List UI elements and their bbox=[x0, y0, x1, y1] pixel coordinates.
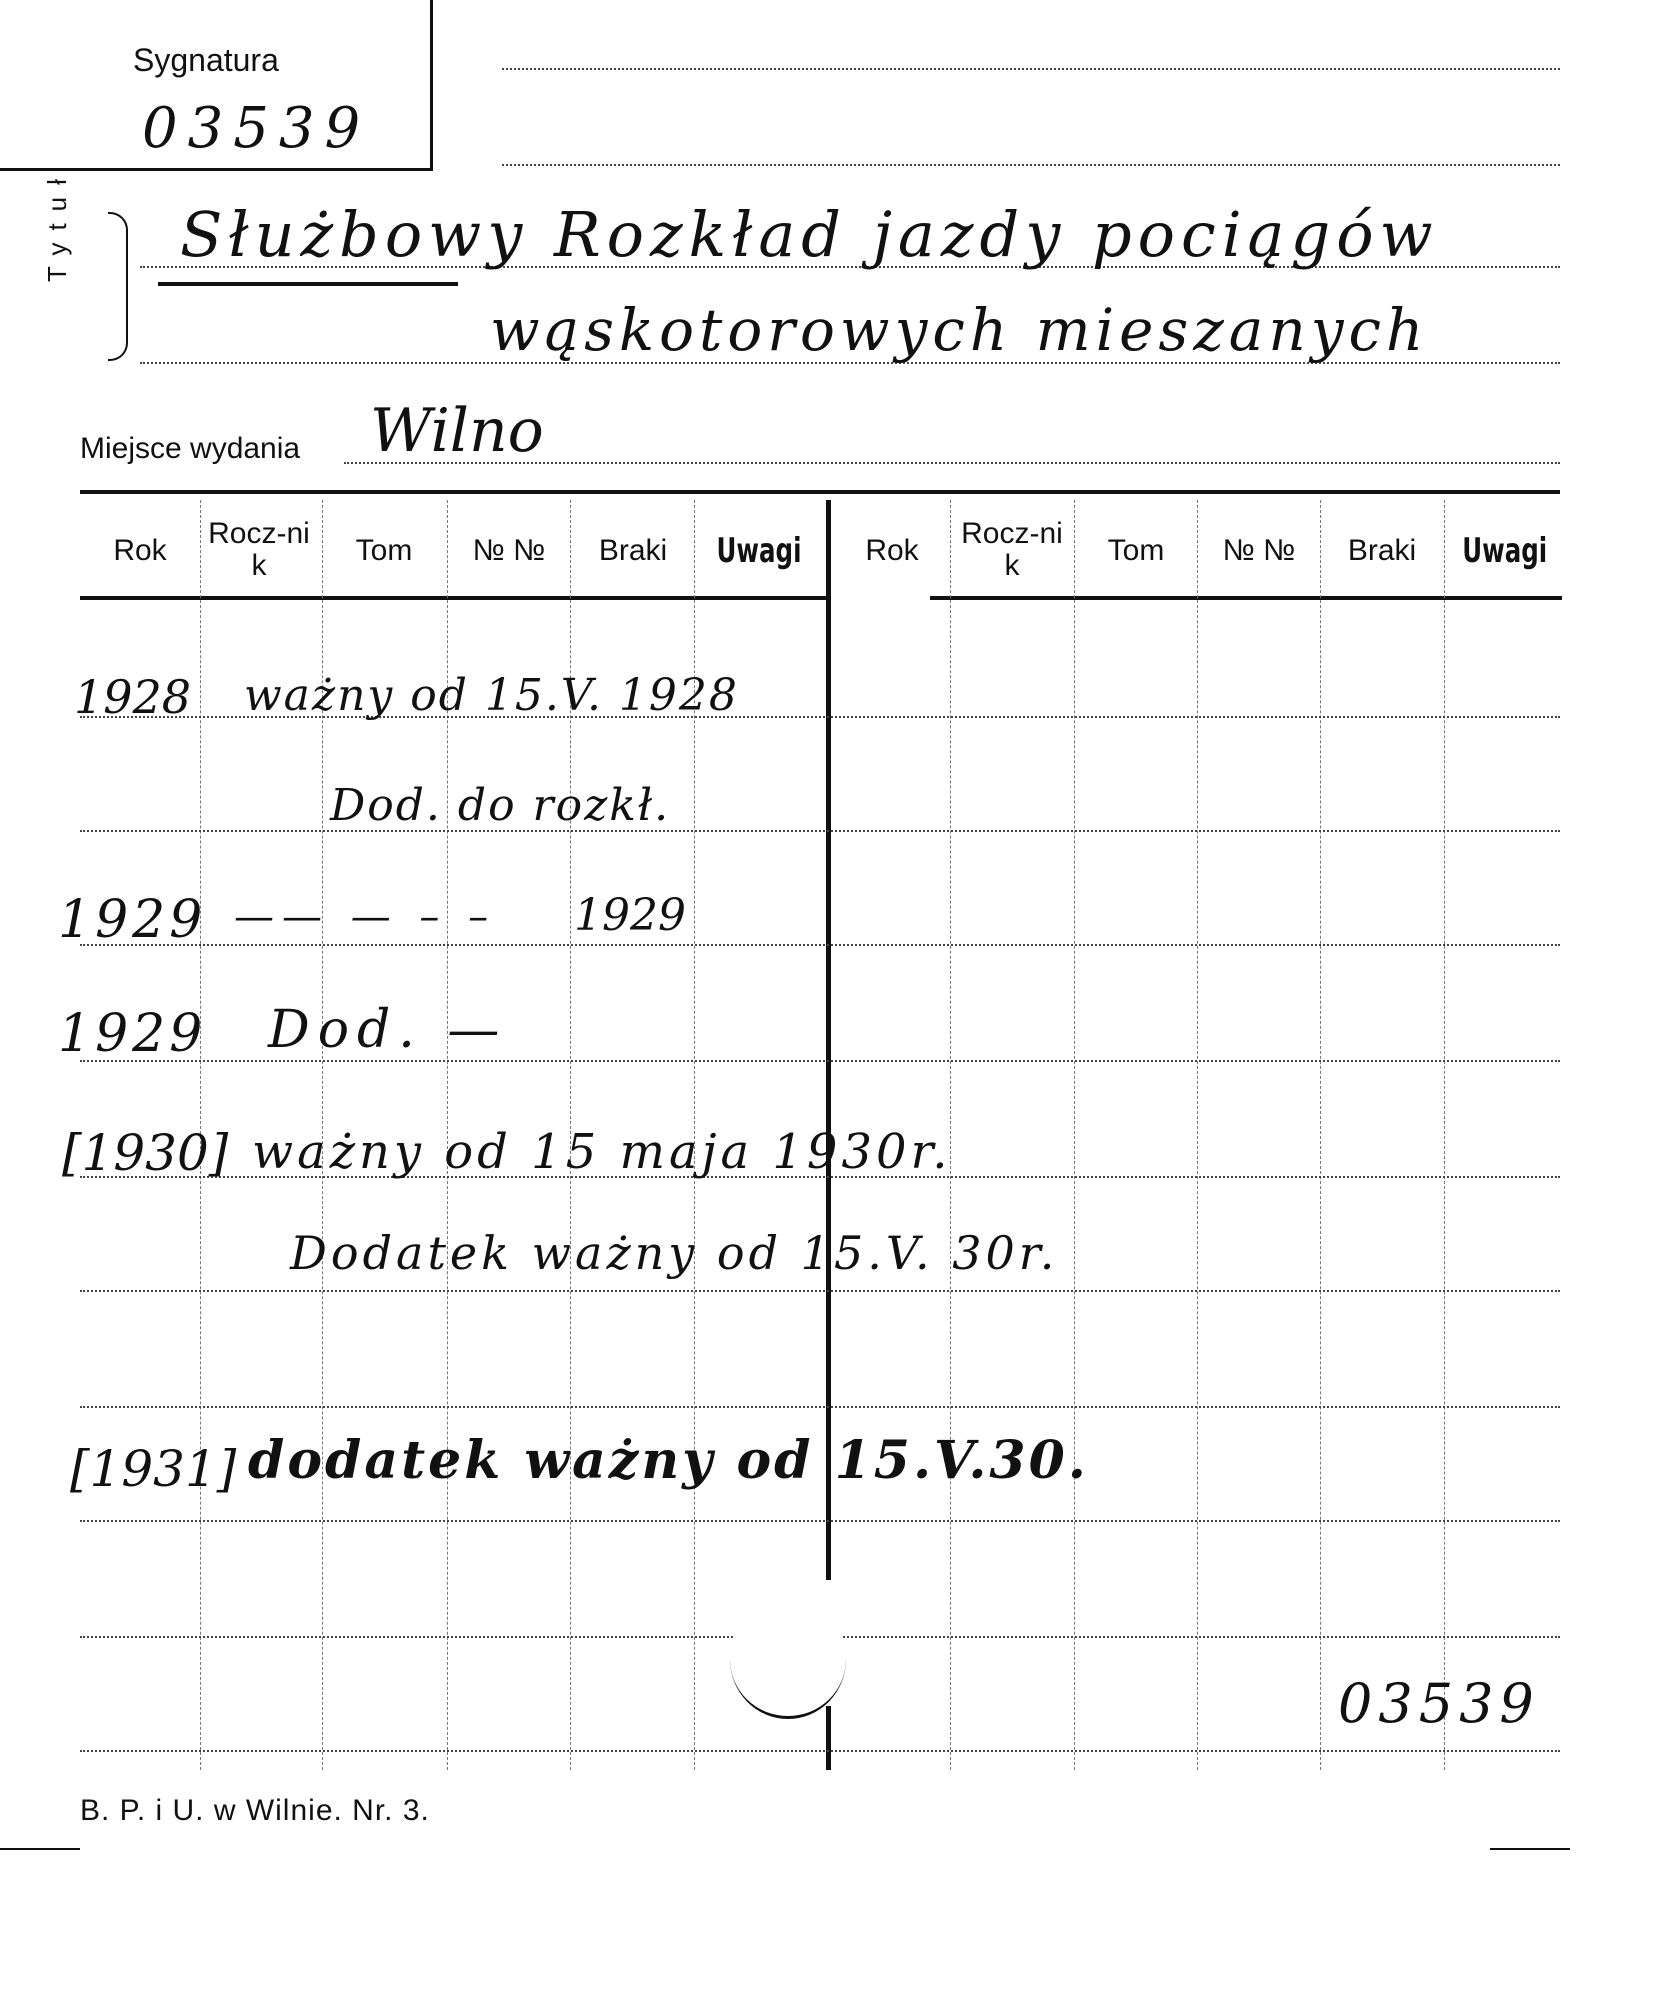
row-line-2 bbox=[80, 830, 1560, 832]
table-top-rule bbox=[80, 490, 1560, 494]
header-rocznik-right: Rocz-nik bbox=[961, 517, 1063, 582]
header-rok-left: Rok bbox=[113, 534, 167, 567]
card-bottom-edge-right bbox=[1490, 1848, 1570, 1850]
entry-6-text: Dodatek ważny od 15.V. 30r. bbox=[290, 1226, 1059, 1280]
row-line-7 bbox=[80, 1406, 1560, 1408]
table-header-rule-right bbox=[930, 596, 1562, 600]
header-braki-right: Braki bbox=[1347, 534, 1417, 567]
row-line-6 bbox=[80, 1290, 1560, 1292]
entry-2-text: Dod. do rozkł. bbox=[330, 780, 671, 831]
entry-7-year: [1931] bbox=[70, 1440, 237, 1498]
entry-4-text: Dod. — bbox=[268, 1000, 508, 1060]
col-sep-8 bbox=[1074, 500, 1075, 1770]
header-nn-right: № № bbox=[1222, 534, 1296, 567]
title-line-2: wąskotorowych mieszanych bbox=[490, 296, 1429, 364]
center-divider-bottom bbox=[826, 1706, 831, 1770]
signature-label: Sygnatura bbox=[133, 42, 279, 78]
col-sep-11 bbox=[1444, 500, 1445, 1770]
footer-imprint: B. P. i U. w Wilnie. Nr. 3. bbox=[80, 1794, 430, 1827]
col-sep-10 bbox=[1320, 500, 1321, 1770]
header-uwagi-left: Uwagi bbox=[716, 531, 802, 571]
entry-4-year: 1929 bbox=[58, 1004, 207, 1064]
header-braki-left: Braki bbox=[598, 534, 668, 567]
entry-7-text: dodatek ważny od 15.V.30. bbox=[248, 1430, 1089, 1491]
top-dotted-line-2 bbox=[502, 164, 1560, 166]
row-line-10 bbox=[80, 1750, 1560, 1752]
entry-1-year: 1928 bbox=[74, 670, 192, 724]
header-rok-right: Rok bbox=[865, 534, 919, 567]
title-brace bbox=[108, 212, 128, 361]
entry-3-year: 1929 bbox=[58, 890, 207, 950]
row-line-4 bbox=[80, 1060, 1560, 1062]
punch-hole bbox=[730, 1600, 846, 1719]
header-rocznik-left: Rocz-nik bbox=[208, 517, 310, 582]
row-line-8 bbox=[80, 1520, 1560, 1522]
center-divider bbox=[826, 500, 831, 1580]
row-line-3 bbox=[80, 944, 1560, 946]
entry-1-text: ważny od 15.V. 1928 bbox=[244, 670, 739, 721]
entry-5-year: [1930] bbox=[62, 1124, 229, 1182]
title-side-label: Tytuł bbox=[42, 167, 72, 282]
header-tom-right: Tom bbox=[1107, 534, 1165, 567]
col-sep-9 bbox=[1197, 500, 1198, 1770]
card-bottom-edge-left bbox=[0, 1848, 80, 1850]
header-uwagi-right: Uwagi bbox=[1462, 531, 1548, 571]
place-value: Wilno bbox=[370, 396, 544, 466]
entry-3-text: —— — – – bbox=[234, 894, 497, 940]
top-dotted-line-1 bbox=[502, 68, 1560, 70]
header-tom-left: Tom bbox=[355, 534, 413, 567]
entry-5-text: ważny od 15 maja 1930r. bbox=[252, 1124, 952, 1180]
entry-3-braki: 1929 bbox=[574, 890, 686, 941]
corner-signature: 03539 bbox=[1338, 1672, 1540, 1735]
title-underline bbox=[158, 282, 458, 286]
header-nn-left: № № bbox=[472, 534, 546, 567]
table-header-rule-left bbox=[80, 596, 828, 600]
signature-value: 03539 bbox=[142, 96, 371, 161]
place-label: Miejsce wydania bbox=[80, 432, 301, 465]
title-line-1: Służbowy Rozkład jazdy pociągów bbox=[180, 198, 1439, 271]
